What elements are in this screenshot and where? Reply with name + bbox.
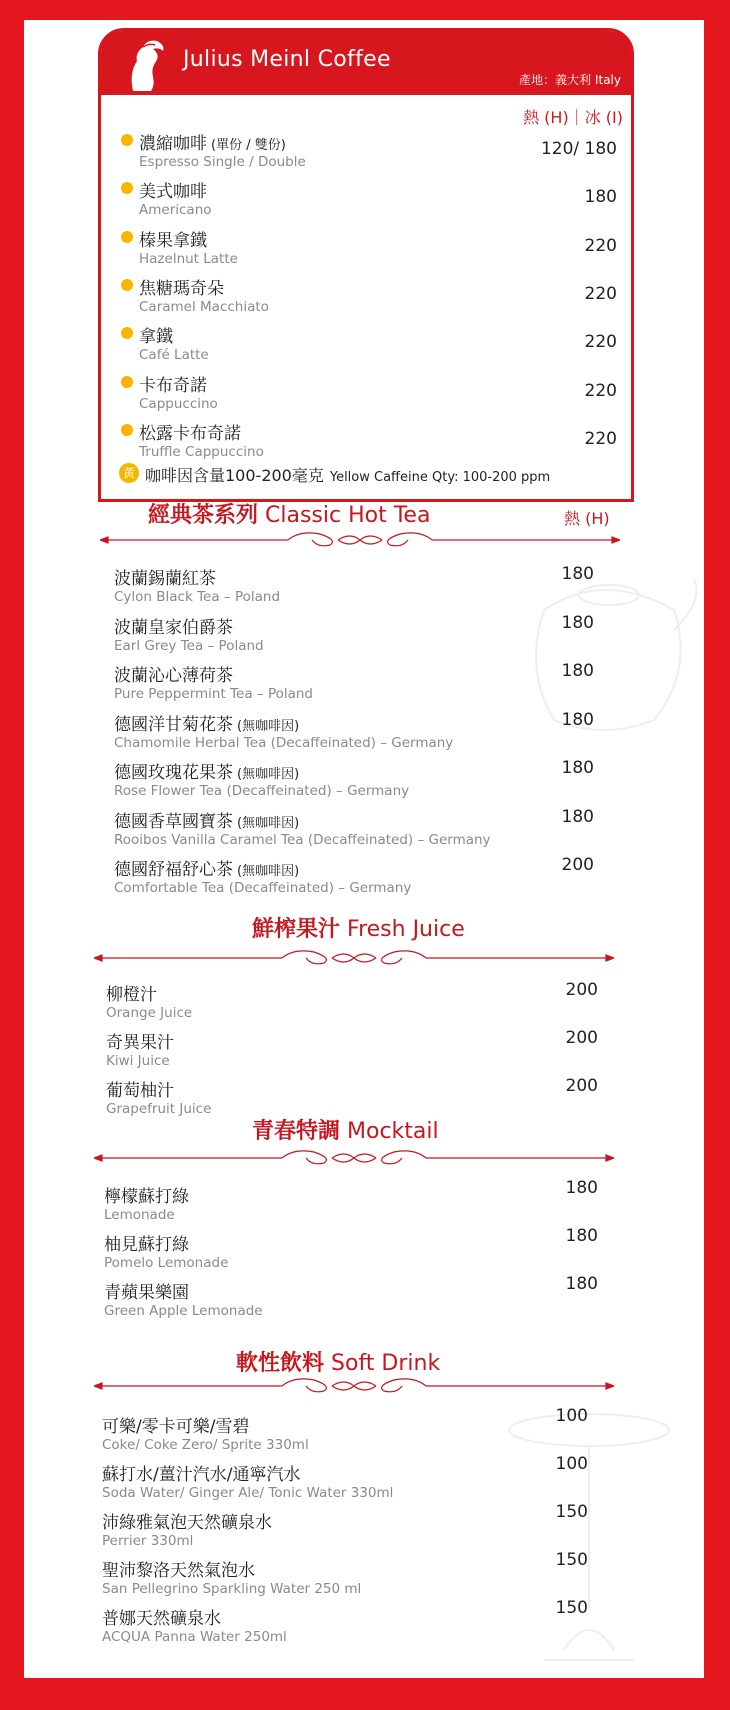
juice-section-title [252, 912, 465, 943]
item-name-en: Hazelnut Latte [139, 250, 238, 267]
soft-title-zh: 軟性飲料 [236, 1351, 325, 1376]
item-price: 220 [584, 380, 617, 401]
item-name-en: Orange Juice [106, 1005, 193, 1021]
item-price: 200 [565, 980, 598, 1000]
item-name-en: Truffle Cappuccino [139, 443, 264, 460]
coffee-menu-item [139, 177, 212, 218]
coffee-menu-item [139, 322, 209, 363]
bistro-table-illustration [504, 1410, 674, 1670]
item-name-en: Coke/ Coke Zero/ Sprite 330ml [102, 1437, 309, 1453]
bullet-dot-icon [121, 231, 133, 243]
tea-column-header: 熱 (H) [564, 509, 610, 528]
item-name-zh: 松露卡布奇諾 [139, 423, 241, 444]
soft-divider [94, 1376, 614, 1396]
tea-title-en: Classic Hot Tea [265, 503, 431, 528]
ornament-divider-icon [94, 1148, 614, 1168]
tea-menu-item [114, 710, 453, 751]
bullet-dot-icon [121, 327, 133, 339]
item-price: 180 [565, 1178, 598, 1198]
juice-menu-item [106, 1076, 211, 1117]
juice-menu-item [106, 980, 192, 1021]
item-price: 180 [561, 612, 594, 633]
item-name-zh: 德國洋甘菊花茶 (無咖啡因) [114, 714, 300, 735]
ornament-divider-icon [94, 948, 614, 968]
coffee-menu-item [139, 419, 264, 460]
coffee-menu-item [139, 371, 218, 412]
tea-menu-item [114, 855, 411, 896]
coffee-title: Julius Meinl Coffee [183, 47, 391, 72]
coffee-column-header: 熱 (H)｜冰 (I) [523, 108, 623, 127]
soft-section-title [236, 1346, 440, 1377]
item-name-en: Cappuccino [139, 395, 218, 412]
caffeine-badge: 黃 [119, 463, 139, 483]
tea-divider [100, 530, 620, 550]
item-name-zh: 波蘭沁心薄荷茶 [114, 666, 233, 686]
coffee-menu-item [139, 129, 306, 170]
item-name-en: Pomelo Lemonade [104, 1255, 229, 1271]
mocktail-menu-item [104, 1278, 263, 1319]
item-name-en: Kiwi Juice [106, 1053, 170, 1069]
item-price: 220 [584, 235, 617, 256]
item-name-zh: 檸檬蘇打綠 [104, 1187, 189, 1207]
item-name-zh: 青蘋果樂園 [104, 1283, 189, 1303]
caffeine-note [145, 463, 550, 486]
bullet-dot-icon [121, 134, 133, 146]
menu-page [24, 20, 704, 1678]
juice-title-zh: 鮮榨果汁 [252, 917, 341, 942]
bullet-dot-icon [121, 279, 133, 291]
coffee-section [98, 28, 634, 502]
soft-menu-item [102, 1412, 309, 1453]
item-name-zh: 波蘭皇家伯爵茶 [114, 617, 233, 638]
item-name-en: Café Latte [139, 347, 209, 364]
item-name-en: Americano [139, 202, 212, 219]
coffee-header [101, 31, 631, 95]
mocktail-title-en: Mocktail [347, 1119, 439, 1144]
tea-menu-item [114, 564, 280, 605]
item-name-en: Rooibos Vanilla Caramel Tea (Decaffeinated) – Germany [114, 831, 491, 848]
item-name-en: San Pellegrino Sparkling Water 250 ml [102, 1581, 362, 1597]
item-name-zh: 普娜天然礦泉水 [102, 1609, 221, 1629]
juice-divider [94, 948, 614, 968]
item-price: 150 [555, 1598, 588, 1618]
coffee-menu-item [139, 274, 269, 315]
item-name-en: Rose Flower Tea (Decaffeinated) – Germany [114, 783, 410, 799]
item-name-en: ACQUA Panna Water 250ml [102, 1629, 287, 1645]
item-note-zh: (單份 / 雙份) [211, 138, 286, 153]
coffee-origin: 產地：義大利 Italy [519, 73, 621, 87]
juice-title-en: Fresh Juice [347, 917, 465, 942]
coffee-menu-item [139, 226, 238, 267]
bullet-dot-icon [121, 376, 133, 388]
item-price: 100 [555, 1406, 588, 1426]
item-name-zh: 聖沛黎洛天然氣泡水 [102, 1561, 255, 1581]
item-name-zh: 美式咖啡 [139, 182, 207, 203]
item-note-zh: (無咖啡因) [237, 767, 300, 782]
item-name-zh: 德國玫瑰花果茶 (無咖啡因) [114, 763, 300, 783]
item-name-zh: 奇異果汁 [106, 1033, 174, 1053]
tea-menu-item [114, 807, 491, 848]
item-name-zh: 卡布奇諾 [139, 375, 207, 396]
teapot-illustration [504, 550, 704, 750]
item-name-en: Lemonade [104, 1207, 175, 1223]
caffeine-zh: 咖啡因含量100-200毫克 [145, 466, 324, 485]
item-name-en: Espresso Single / Double [139, 154, 306, 170]
item-price: 180 [561, 564, 594, 584]
item-name-en: Pure Peppermint Tea – Poland [114, 686, 314, 702]
item-name-en: Earl Grey Tea – Poland [114, 637, 264, 654]
soft-menu-item [102, 1604, 287, 1645]
soft-title-en: Soft Drink [331, 1351, 441, 1376]
ornament-divider-icon [94, 1376, 614, 1396]
item-price: 220 [584, 428, 617, 449]
item-note-zh: (無咖啡因) [237, 718, 300, 734]
item-name-en: Cylon Black Tea – Poland [114, 589, 281, 605]
item-price: 220 [584, 332, 617, 353]
item-name-en: Perrier 330ml [102, 1533, 194, 1549]
item-name-zh: 柳橙汁 [106, 985, 157, 1005]
tea-menu-item [114, 661, 313, 702]
item-name-zh: 榛果拿鐵 [139, 230, 207, 251]
mocktail-divider [94, 1148, 614, 1168]
item-name-zh: 拿鐵 [139, 327, 173, 348]
item-name-en: Caramel Macchiato [139, 298, 269, 315]
item-name-en: Green Apple Lemonade [104, 1303, 263, 1319]
item-price: 120/ 180 [540, 139, 617, 159]
item-name-zh: 柚見蘇打綠 [104, 1235, 189, 1255]
item-price: 150 [555, 1502, 588, 1522]
item-name-zh: 焦糖瑪奇朵 [139, 278, 224, 299]
item-price: 180 [584, 187, 617, 208]
tea-menu-item [114, 758, 409, 799]
soft-menu-item [102, 1460, 393, 1501]
item-name-zh: 葡萄柚汁 [106, 1081, 174, 1101]
item-price: 150 [555, 1550, 588, 1570]
mocktail-menu-item [104, 1230, 228, 1271]
item-price: 220 [584, 283, 617, 304]
item-price: 200 [565, 1076, 598, 1096]
bullet-dot-icon [121, 424, 133, 436]
item-price: 180 [561, 709, 594, 730]
item-name-zh: 可樂/零卡可樂/雪碧 [102, 1417, 250, 1437]
item-name-zh: 波蘭錫蘭紅茶 [114, 569, 216, 589]
bullet-dot-icon [121, 182, 133, 194]
soft-menu-item [102, 1556, 361, 1597]
item-name-en: Soda Water/ Ginger Ale/ Tonic Water 330ml [102, 1485, 394, 1501]
item-name-zh: 濃縮咖啡 (單份 / 雙份) [139, 134, 286, 154]
item-price: 180 [561, 806, 594, 827]
item-name-en: Comfortable Tea (Decaffeinated) – Germany [114, 880, 412, 896]
item-name-zh: 沛綠雅氣泡天然礦泉水 [102, 1513, 272, 1533]
item-price: 200 [565, 1028, 598, 1048]
item-price: 200 [561, 855, 594, 875]
item-price: 180 [565, 1226, 598, 1246]
item-name-zh: 德國舒福舒心茶 (無咖啡因) [114, 860, 300, 880]
mocktail-title-zh: 青春特調 [252, 1119, 341, 1144]
tea-menu-item [114, 613, 264, 654]
caffeine-en: Yellow Caffeine Qty: 100-200 ppm [329, 470, 551, 485]
tea-section-title [148, 498, 430, 529]
item-note-zh: (無咖啡因) [237, 864, 300, 879]
item-price: 180 [565, 1274, 598, 1294]
ornament-divider-icon [100, 530, 620, 550]
mocktail-section-title [252, 1114, 439, 1145]
item-name-zh: 德國香草國寶茶 (無咖啡因) [114, 811, 300, 832]
mocktail-menu-item [104, 1182, 189, 1223]
soft-menu-item [102, 1508, 272, 1549]
item-name-en: Chamomile Herbal Tea (Decaffeinated) – Germany [114, 734, 454, 751]
item-note-zh: (無咖啡因) [237, 815, 300, 831]
item-price: 100 [555, 1454, 588, 1474]
item-name-en: Grapefruit Juice [106, 1101, 212, 1117]
juice-menu-item [106, 1028, 174, 1069]
tea-title-zh: 經典茶系列 [148, 503, 259, 528]
julius-meinl-logo-icon [123, 37, 171, 93]
item-price: 180 [561, 661, 594, 681]
item-name-zh: 蘇打水/薑汁汽水/通寧汽水 [102, 1465, 301, 1485]
item-price: 180 [561, 758, 594, 778]
